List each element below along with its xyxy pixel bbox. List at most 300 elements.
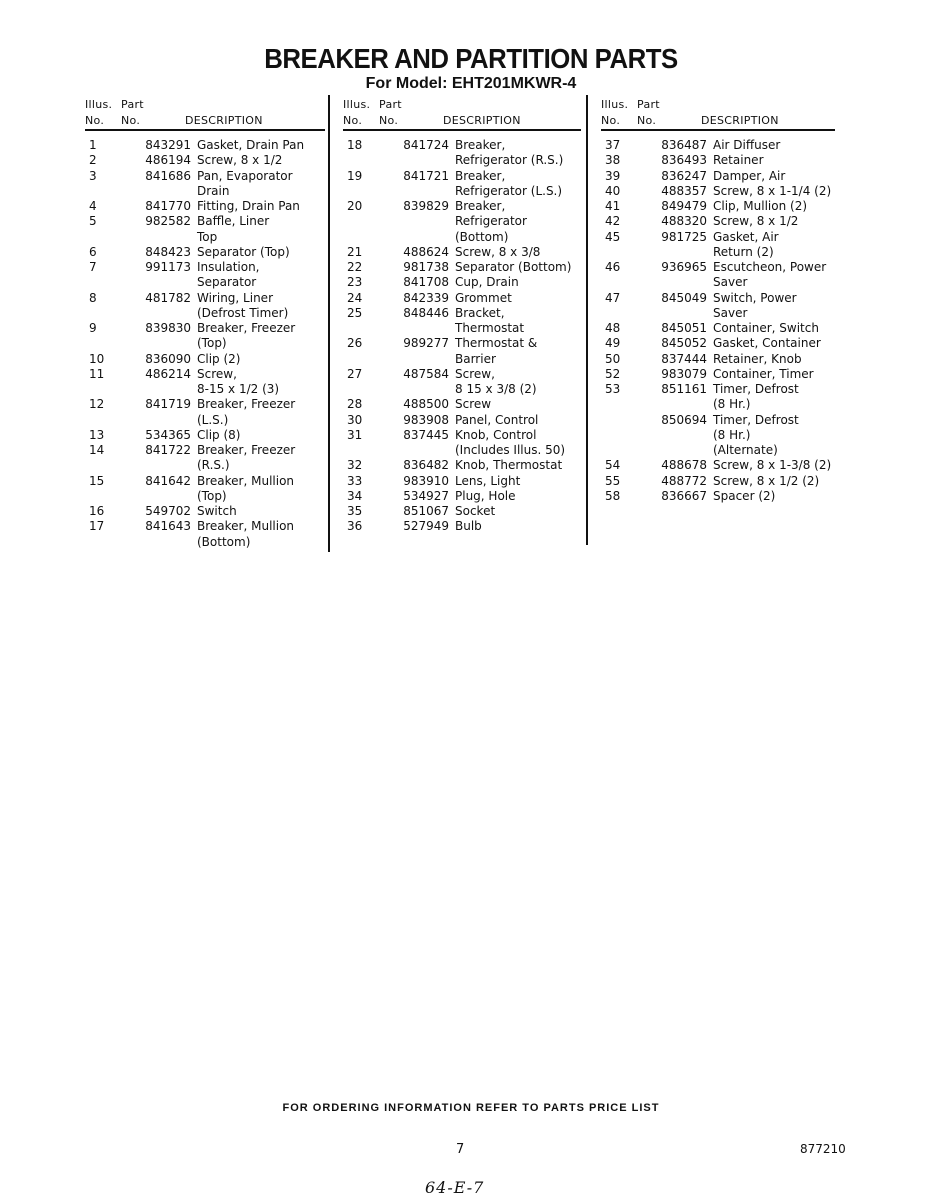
table-row xyxy=(85,306,325,321)
part-number: 836667 xyxy=(661,488,707,503)
illus-number: 7 xyxy=(89,260,97,274)
header-part: Part xyxy=(121,98,144,111)
illus-number: 52 xyxy=(605,366,621,381)
ordering-note: FOR ORDERING INFORMATION REFER TO PARTS PRICE LIST xyxy=(282,1102,660,1114)
header-part-no: No. xyxy=(637,114,657,127)
table-row xyxy=(343,413,583,428)
part-description: Thermostat & xyxy=(455,336,538,351)
part-description: (Top) xyxy=(197,488,227,503)
part-description: Screw, xyxy=(455,366,495,381)
table-row xyxy=(343,138,583,153)
part-description: Gasket, Drain Pan xyxy=(197,138,305,152)
part-description: (Includes Illus. 50) xyxy=(455,443,566,457)
illus-number: 34 xyxy=(347,488,363,503)
part-description: Grommet xyxy=(455,290,512,305)
illus-number: 19 xyxy=(347,168,363,183)
part-number: 839830 xyxy=(145,321,191,335)
part-description: Separator (Bottom) xyxy=(455,260,572,274)
part-number: 841724 xyxy=(403,138,449,152)
illus-number: 33 xyxy=(347,473,363,488)
part-number: 845051 xyxy=(661,321,707,335)
part-description: Refrigerator (R.S.) xyxy=(455,153,564,168)
part-number: 841708 xyxy=(403,275,449,290)
table-row xyxy=(601,443,841,458)
part-number: 549702 xyxy=(145,504,191,518)
header-rule xyxy=(85,129,325,131)
part-description: Wiring, Liner xyxy=(197,290,273,305)
column-divider xyxy=(586,95,588,545)
part-description: Spacer (2) xyxy=(713,488,776,503)
part-description: (Top) xyxy=(197,336,227,351)
part-number: 842339 xyxy=(403,290,449,305)
part-description: Switch xyxy=(197,504,237,518)
part-description: Screw, 8 x 1/2 (2) xyxy=(713,473,820,488)
part-description: Thermostat xyxy=(455,321,525,335)
illus-number: 20 xyxy=(347,199,363,213)
illus-number: 12 xyxy=(89,397,105,412)
document-number: 877210 xyxy=(800,1142,846,1156)
illus-number: 27 xyxy=(347,366,363,381)
part-description: Fitting, Drain Pan xyxy=(197,199,300,213)
table-row xyxy=(601,245,841,260)
part-number: 981725 xyxy=(661,229,707,244)
illus-number: 4 xyxy=(89,199,97,213)
table-row xyxy=(85,245,325,260)
part-number: 534365 xyxy=(145,427,191,442)
illus-number: 18 xyxy=(347,138,363,152)
table-row xyxy=(343,291,583,306)
parts-column-1 xyxy=(85,96,325,550)
part-description: Gasket, Air xyxy=(713,229,779,244)
part-number xyxy=(641,443,713,458)
part-number xyxy=(383,321,455,336)
part-number: 848446 xyxy=(403,305,449,320)
parts-column-3 xyxy=(601,96,841,504)
part-description: Separator (Top) xyxy=(197,244,290,259)
part-number: 837444 xyxy=(661,351,707,366)
part-number xyxy=(125,275,197,290)
part-description: Plug, Hole xyxy=(455,488,516,503)
illus-number: 48 xyxy=(605,321,621,335)
part-description: Cup, Drain xyxy=(455,275,519,290)
illus-number: 11 xyxy=(89,366,105,381)
part-number xyxy=(125,382,197,397)
part-number: 488320 xyxy=(661,214,707,229)
part-number xyxy=(641,245,713,260)
header-description: DESCRIPTION xyxy=(701,114,779,127)
table-row xyxy=(601,260,841,275)
column-header xyxy=(85,96,325,132)
illus-number: 45 xyxy=(605,229,621,244)
part-description: Bracket, xyxy=(455,305,505,320)
part-description: (L.S.) xyxy=(197,412,229,427)
part-number: 841643 xyxy=(145,519,191,534)
table-row xyxy=(601,428,841,443)
part-number: 837445 xyxy=(403,427,449,442)
part-description: Screw xyxy=(455,397,492,412)
illus-number: 39 xyxy=(605,168,621,183)
table-row xyxy=(85,336,325,351)
part-number: 936965 xyxy=(661,260,707,274)
part-description: Panel, Control xyxy=(455,412,539,427)
table-row xyxy=(343,519,583,534)
part-number: 488678 xyxy=(661,458,707,473)
part-description: Switch, Power xyxy=(713,290,797,305)
part-number: 841719 xyxy=(145,397,191,412)
header-part-no: No. xyxy=(121,114,141,127)
header-part: Part xyxy=(637,98,660,111)
table-row xyxy=(343,169,583,184)
illus-number xyxy=(343,153,383,168)
part-description: Screw, xyxy=(197,366,237,381)
part-number xyxy=(383,443,455,458)
part-description: Bulb xyxy=(455,519,482,534)
table-row xyxy=(343,214,583,229)
illus-number: 9 xyxy=(89,321,97,335)
part-number: 481782 xyxy=(145,290,191,305)
part-number: 851161 xyxy=(661,382,707,396)
illus-number: 16 xyxy=(89,504,105,518)
part-description: Breaker, Mullion xyxy=(197,473,295,488)
model-subtitle: For Model: EHT201MKWR-4 xyxy=(365,75,577,92)
part-number xyxy=(125,413,197,428)
part-description: Barrier xyxy=(455,351,496,366)
part-number xyxy=(125,306,197,321)
part-description: Knob, Control xyxy=(455,427,537,442)
part-description: Escutcheon, Power xyxy=(713,260,827,274)
illus-number: 46 xyxy=(605,260,621,274)
header-part-no: No. xyxy=(379,114,399,127)
table-row xyxy=(601,199,841,214)
part-description: Screw, 8 x 1/2 xyxy=(197,153,283,168)
table-row xyxy=(343,245,583,260)
part-number: 843291 xyxy=(145,138,191,152)
part-description: Screw, 8 x 1/2 xyxy=(713,214,799,229)
table-row xyxy=(601,138,841,153)
part-number: 845049 xyxy=(661,290,707,305)
part-description: Baffle, Liner xyxy=(197,214,270,229)
illus-number: 1 xyxy=(89,138,97,152)
part-description: Clip (8) xyxy=(197,427,241,442)
part-description: Top xyxy=(197,229,218,244)
illus-number xyxy=(601,306,641,321)
part-number: 981738 xyxy=(403,260,449,274)
table-row xyxy=(601,169,841,184)
part-description: Container, Timer xyxy=(713,366,814,381)
table-row xyxy=(343,458,583,473)
illus-number xyxy=(343,321,383,336)
part-description: Breaker, Mullion xyxy=(197,519,295,534)
table-row xyxy=(85,275,325,290)
part-number xyxy=(383,214,455,229)
table-row xyxy=(343,260,583,275)
illus-number: 36 xyxy=(347,519,363,534)
part-description: Lens, Light xyxy=(455,473,521,488)
header-illus: Illus. xyxy=(343,98,371,111)
part-number xyxy=(125,230,197,245)
table-row xyxy=(343,474,583,489)
part-description: Pan, Evaporator xyxy=(197,168,293,183)
part-number: 839829 xyxy=(403,199,449,213)
illus-number xyxy=(85,382,125,397)
table-row xyxy=(343,382,583,397)
table-row xyxy=(85,291,325,306)
part-number xyxy=(125,184,197,199)
illus-number: 38 xyxy=(605,153,621,168)
table-row xyxy=(601,291,841,306)
part-number: 488624 xyxy=(403,244,449,259)
illus-number: 53 xyxy=(605,382,621,396)
part-number: 836482 xyxy=(403,458,449,473)
part-number: 486214 xyxy=(145,366,191,381)
table-row xyxy=(85,169,325,184)
part-description: Gasket, Container xyxy=(713,336,821,351)
illus-number xyxy=(85,306,125,321)
table-row xyxy=(85,199,325,214)
illus-number: 50 xyxy=(605,351,621,366)
illus-number xyxy=(85,535,125,550)
illus-number xyxy=(343,184,383,199)
table-row xyxy=(343,306,583,321)
parts-rows xyxy=(601,138,841,504)
part-description: Breaker, Freezer xyxy=(197,321,296,335)
table-row xyxy=(85,489,325,504)
illus-number: 6 xyxy=(89,244,97,259)
illus-number xyxy=(85,413,125,428)
illus-number xyxy=(343,352,383,367)
part-number: 488772 xyxy=(661,473,707,488)
part-number: 836493 xyxy=(661,153,707,168)
table-row xyxy=(343,230,583,245)
table-row xyxy=(343,443,583,458)
table-row xyxy=(343,199,583,214)
part-number: 848423 xyxy=(145,244,191,259)
part-number: 982582 xyxy=(145,214,191,229)
illus-number: 54 xyxy=(605,458,621,473)
part-number: 841642 xyxy=(145,473,191,488)
table-row xyxy=(601,352,841,367)
table-row xyxy=(601,214,841,229)
table-row xyxy=(601,458,841,473)
part-description: Clip, Mullion (2) xyxy=(713,199,808,213)
table-row xyxy=(601,275,841,290)
page-number: 7 xyxy=(456,1142,465,1157)
table-row xyxy=(343,336,583,351)
part-number xyxy=(641,397,713,412)
part-number: 991173 xyxy=(145,260,191,274)
part-description: Breaker, Freezer xyxy=(197,443,296,457)
page-title: BREAKER AND PARTITION PARTS xyxy=(264,43,678,74)
table-row xyxy=(85,443,325,458)
illus-number: 47 xyxy=(605,290,621,305)
part-description: Insulation, xyxy=(197,260,260,274)
part-number: 487584 xyxy=(403,366,449,381)
part-description: Refrigerator xyxy=(455,214,527,229)
header-illus-no: No. xyxy=(85,114,105,127)
illus-number: 49 xyxy=(605,336,621,351)
header-description: DESCRIPTION xyxy=(443,114,521,127)
part-number xyxy=(125,535,197,550)
table-row xyxy=(85,230,325,245)
part-description: (Bottom) xyxy=(197,534,251,549)
table-row xyxy=(85,519,325,534)
table-row xyxy=(85,260,325,275)
illus-number: 5 xyxy=(89,214,97,229)
header-illus: Illus. xyxy=(601,98,629,111)
table-row xyxy=(85,535,325,550)
part-description: (Defrost Timer) xyxy=(197,305,289,320)
part-number: 486194 xyxy=(145,153,191,168)
table-row xyxy=(85,458,325,473)
part-number: 836090 xyxy=(145,351,191,366)
illus-number xyxy=(343,230,383,245)
table-row xyxy=(85,382,325,397)
illus-number: 32 xyxy=(347,458,363,473)
illus-number xyxy=(601,275,641,290)
illus-number: 40 xyxy=(605,183,621,198)
part-number xyxy=(641,306,713,321)
illus-number: 31 xyxy=(347,427,363,442)
table-row xyxy=(601,321,841,336)
header-illus: Illus. xyxy=(85,98,113,111)
part-number xyxy=(125,458,197,473)
illus-number xyxy=(343,214,383,229)
header-rule xyxy=(343,129,581,131)
illus-number: 55 xyxy=(605,473,621,488)
illus-number xyxy=(601,413,641,428)
column-header xyxy=(343,96,583,132)
part-number: 841770 xyxy=(145,199,191,213)
illus-number: 23 xyxy=(347,275,363,290)
part-description: Timer, Defrost xyxy=(713,412,799,427)
illus-number xyxy=(343,382,383,397)
part-description: (8 Hr.) xyxy=(713,427,751,442)
part-description: Screw, 8 x 1-3/8 (2) xyxy=(713,458,832,473)
illus-number xyxy=(85,458,125,473)
table-row xyxy=(601,382,841,397)
part-number xyxy=(383,153,455,168)
part-number: 841686 xyxy=(145,168,191,183)
part-number: 849479 xyxy=(661,199,707,213)
illus-number: 41 xyxy=(605,199,621,213)
part-number: 488500 xyxy=(403,397,449,412)
illus-number: 35 xyxy=(347,504,363,518)
illus-number xyxy=(85,336,125,351)
table-row xyxy=(343,504,583,519)
illus-number: 8 xyxy=(89,290,97,305)
illus-number: 13 xyxy=(89,427,105,442)
part-number: 851067 xyxy=(403,504,449,518)
table-row xyxy=(343,367,583,382)
illus-number: 15 xyxy=(89,473,105,488)
illus-number: 10 xyxy=(89,351,105,366)
table-row xyxy=(85,504,325,519)
illus-number xyxy=(85,275,125,290)
part-number xyxy=(383,352,455,367)
part-description: (Bottom) xyxy=(455,229,509,244)
part-number xyxy=(383,230,455,245)
part-description: Breaker, xyxy=(455,199,506,213)
handwritten-note: 64-E-7 xyxy=(425,1178,485,1197)
part-description: Screw, 8 x 3/8 xyxy=(455,244,541,259)
part-description: Knob, Thermostat xyxy=(455,458,563,473)
part-description: Drain xyxy=(197,183,230,198)
part-description: Clip (2) xyxy=(197,351,241,366)
part-number: 841721 xyxy=(403,168,449,183)
illus-number xyxy=(601,443,641,458)
part-number xyxy=(641,428,713,443)
part-number xyxy=(383,382,455,397)
part-number xyxy=(125,336,197,351)
table-row xyxy=(85,352,325,367)
table-row xyxy=(601,153,841,168)
part-description: 8-15 x 1/2 (3) xyxy=(197,382,280,396)
part-description: Separator xyxy=(197,275,257,290)
table-row xyxy=(601,336,841,351)
part-number: 836247 xyxy=(661,168,707,183)
part-number: 534927 xyxy=(403,488,449,503)
illus-number xyxy=(601,397,641,412)
table-row xyxy=(343,321,583,336)
illus-number xyxy=(85,184,125,199)
illus-number: 42 xyxy=(605,214,621,229)
part-description: Return (2) xyxy=(713,244,774,259)
illus-number: 21 xyxy=(347,244,363,259)
part-description: Retainer xyxy=(713,153,764,168)
part-description: 8 15 x 3/8 (2) xyxy=(455,382,537,396)
illus-number: 2 xyxy=(89,153,97,168)
part-number xyxy=(383,184,455,199)
header-rule xyxy=(601,129,835,131)
table-row xyxy=(85,184,325,199)
part-description: Breaker, Freezer xyxy=(197,397,296,412)
table-row xyxy=(343,275,583,290)
part-description: Socket xyxy=(455,504,496,518)
table-row xyxy=(85,397,325,412)
parts-rows xyxy=(85,138,325,550)
illus-number xyxy=(343,443,383,458)
table-row xyxy=(601,230,841,245)
table-row xyxy=(85,474,325,489)
part-description: Air Diffuser xyxy=(713,138,781,152)
part-description: Saver xyxy=(713,305,748,320)
table-row xyxy=(601,184,841,199)
part-number: 983079 xyxy=(661,366,707,381)
table-row xyxy=(601,489,841,504)
illus-number: 58 xyxy=(605,488,621,503)
illus-number: 28 xyxy=(347,397,363,412)
table-row xyxy=(85,413,325,428)
part-description: (8 Hr.) xyxy=(713,397,751,412)
table-row xyxy=(601,367,841,382)
table-row xyxy=(85,428,325,443)
illus-number: 17 xyxy=(89,519,105,534)
table-row xyxy=(343,352,583,367)
table-row xyxy=(343,428,583,443)
illus-number: 30 xyxy=(347,412,363,427)
parts-column-2 xyxy=(343,96,583,535)
illus-number: 25 xyxy=(347,305,363,320)
part-description: Timer, Defrost xyxy=(713,382,799,396)
table-row xyxy=(601,413,841,428)
part-description: Damper, Air xyxy=(713,168,786,183)
illus-number xyxy=(85,489,125,504)
part-number: 983908 xyxy=(403,412,449,427)
part-number xyxy=(641,275,713,290)
illus-number xyxy=(601,428,641,443)
part-number: 983910 xyxy=(403,473,449,488)
part-number: 527949 xyxy=(403,519,449,534)
